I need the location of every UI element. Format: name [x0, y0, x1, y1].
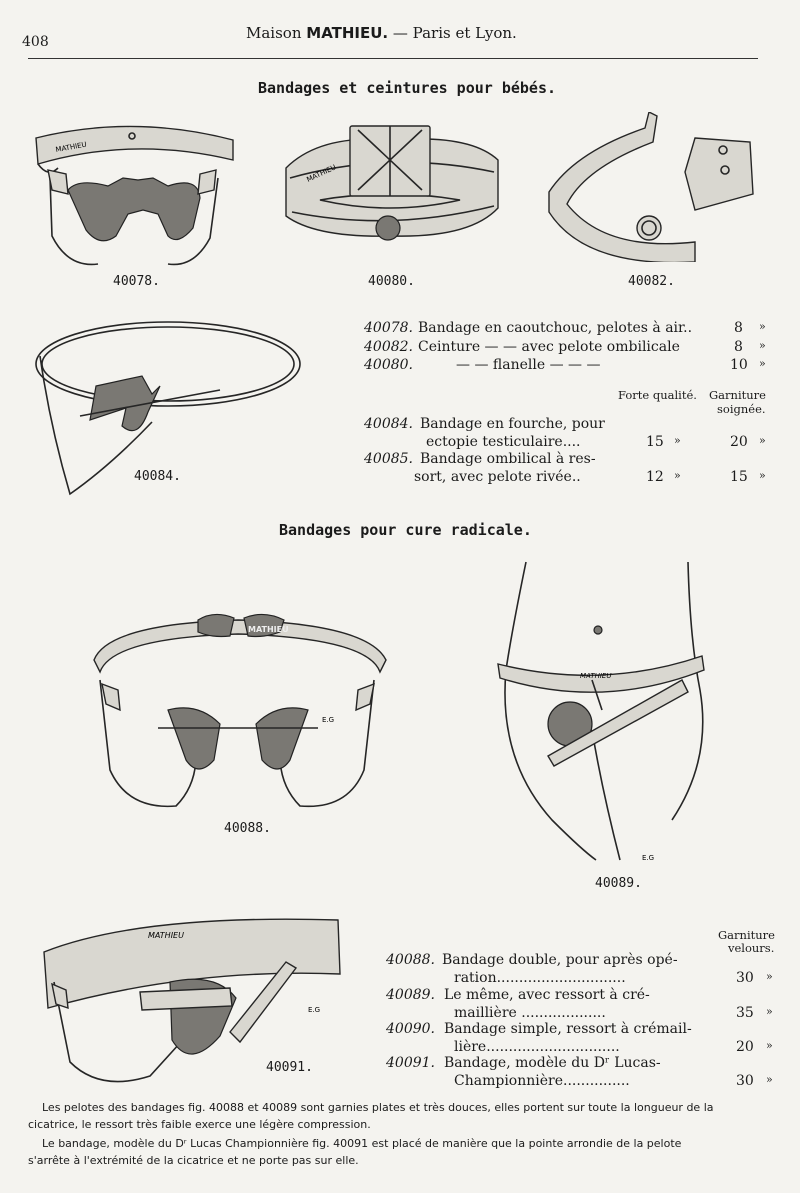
list-item	[386, 1021, 778, 1059]
item-price-a: 12	[646, 469, 664, 485]
item-ref: 40078.	[364, 320, 413, 336]
item-desc-line2: ration.............................	[454, 970, 626, 986]
item-ref: 40085.	[364, 451, 413, 467]
figure-40080-illustration	[280, 120, 505, 260]
page-title	[246, 24, 517, 42]
engraver-mark: E.G	[642, 854, 655, 862]
footnote-line: Les pelotes des bandages fig. 40088 et 40089 sont garnies plates et très douces, elles portent sur toute la longueur de la	[42, 1101, 714, 1114]
item-ref: 40084.	[364, 416, 413, 432]
item-unit-a: »	[674, 469, 681, 482]
item-desc-line1: Le même, avec ressort à cré-	[444, 987, 650, 1003]
item-ref: 40089.	[386, 987, 435, 1003]
brand-mark: MATHIEU	[148, 931, 184, 940]
item-unit: »	[766, 1039, 773, 1052]
figure-label-40091: 40091.	[266, 1060, 313, 1075]
item-price: 30	[736, 1073, 754, 1089]
item-ref: 40088.	[386, 952, 435, 968]
item-price: 30	[736, 970, 754, 986]
item-desc-line2: Championnière...............	[454, 1073, 630, 1089]
item-unit-b: »	[759, 434, 766, 447]
item-price-b: 15	[730, 469, 748, 485]
engraver-mark: E.G	[308, 1006, 321, 1014]
item-desc-line2: ectopie testiculaire....	[426, 434, 581, 450]
item-desc-line2: sort, avec pelote rivée..	[414, 469, 581, 485]
section1-title: Bandages et ceintures pour bébés.	[258, 79, 557, 97]
brand-mark: MATHIEU	[580, 672, 612, 680]
item-desc-line1: Bandage simple, ressort à crémail-	[444, 1021, 692, 1037]
item-unit: »	[766, 1005, 773, 1018]
item-desc-line1: Bandage, modèle du Dʳ Lucas-	[444, 1055, 661, 1071]
figure-40089-illustration	[492, 560, 717, 870]
item-desc-line2: lière..............................	[454, 1039, 620, 1055]
list-item	[364, 339, 774, 355]
list-item	[386, 1055, 778, 1093]
item-desc-line2: maillière ...................	[454, 1005, 606, 1021]
item-unit: »	[766, 1073, 773, 1086]
item-ref: 40090.	[386, 1021, 435, 1037]
title-prefix: Maison	[246, 24, 307, 42]
item-unit: »	[759, 320, 766, 333]
item-ref: 40091.	[386, 1055, 435, 1071]
list-item	[364, 451, 774, 489]
item-price: 10	[730, 357, 748, 373]
item-price: 20	[736, 1039, 754, 1055]
item-desc: Bandage en caoutchouc, pelotes à air..	[418, 320, 693, 336]
item-unit: »	[759, 357, 766, 370]
figure-label-40080: 40080.	[368, 274, 415, 289]
footnote-line: s'arrête à l'extrémité de la cicatrice et ne porte pas sur elle.	[28, 1154, 359, 1167]
list-item	[364, 416, 774, 454]
page-number: 408	[22, 34, 49, 50]
brand-mark: MATHIEU	[54, 140, 88, 154]
column-heading-garniture: Garniture	[718, 928, 775, 942]
figure-40078-illustration	[28, 118, 243, 278]
column-heading-soignee: soignée.	[717, 402, 766, 416]
item-desc-line1: Bandage en fourche, pour	[420, 416, 605, 432]
column-heading-garniture: Garniture	[709, 388, 766, 402]
header-rule	[28, 58, 758, 59]
figure-label-40089: 40089.	[595, 876, 642, 891]
list-item	[386, 987, 778, 1025]
item-price-a: 15	[646, 434, 664, 450]
item-ref: 40082.	[364, 339, 413, 355]
item-price: 35	[736, 1005, 754, 1021]
column-heading-velours: velours.	[728, 941, 775, 955]
item-price-b: 20	[730, 434, 748, 450]
section2-title: Bandages pour cure radicale.	[279, 521, 532, 539]
item-unit-a: »	[674, 434, 681, 447]
item-price: 8	[734, 339, 743, 355]
list-item	[386, 952, 778, 990]
item-desc: — — flanelle — — —	[456, 357, 601, 373]
item-ref: 40080.	[364, 357, 413, 373]
figure-label-40082: 40082.	[628, 274, 675, 289]
item-desc-line1: Bandage ombilical à res-	[420, 451, 596, 467]
title-brand: MATHIEU.	[306, 24, 389, 42]
figure-label-40088: 40088.	[224, 821, 271, 836]
item-desc: Ceinture — — avec pelote ombilicale	[418, 339, 680, 355]
item-price: 8	[734, 320, 743, 336]
figure-40082-illustration	[545, 112, 760, 262]
footnote-line: Le bandage, modèle du Dʳ Lucas Championnière fig. 40091 est placé de manière que la pointe arrondie de la pelote	[42, 1137, 682, 1150]
item-unit: »	[759, 339, 766, 352]
figure-40088-illustration	[88, 610, 393, 815]
engraver-mark: E.G	[322, 716, 335, 724]
brand-mark: MATHIEU	[248, 625, 289, 634]
item-unit-b: »	[759, 469, 766, 482]
list-item	[364, 357, 774, 373]
figure-label-40084: 40084.	[134, 469, 181, 484]
item-desc-line1: Bandage double, pour après opé-	[442, 952, 678, 968]
footnote-line: cicatrice, le ressort très faible exerce une légère compression.	[28, 1118, 371, 1131]
list-item	[364, 320, 774, 336]
column-heading-forte: Forte qualité.	[618, 388, 697, 402]
title-suffix: — Paris et Lyon.	[388, 24, 517, 42]
figure-label-40078: 40078.	[113, 274, 160, 289]
brand-mark: MATHIEU	[305, 163, 338, 184]
item-unit: »	[766, 970, 773, 983]
